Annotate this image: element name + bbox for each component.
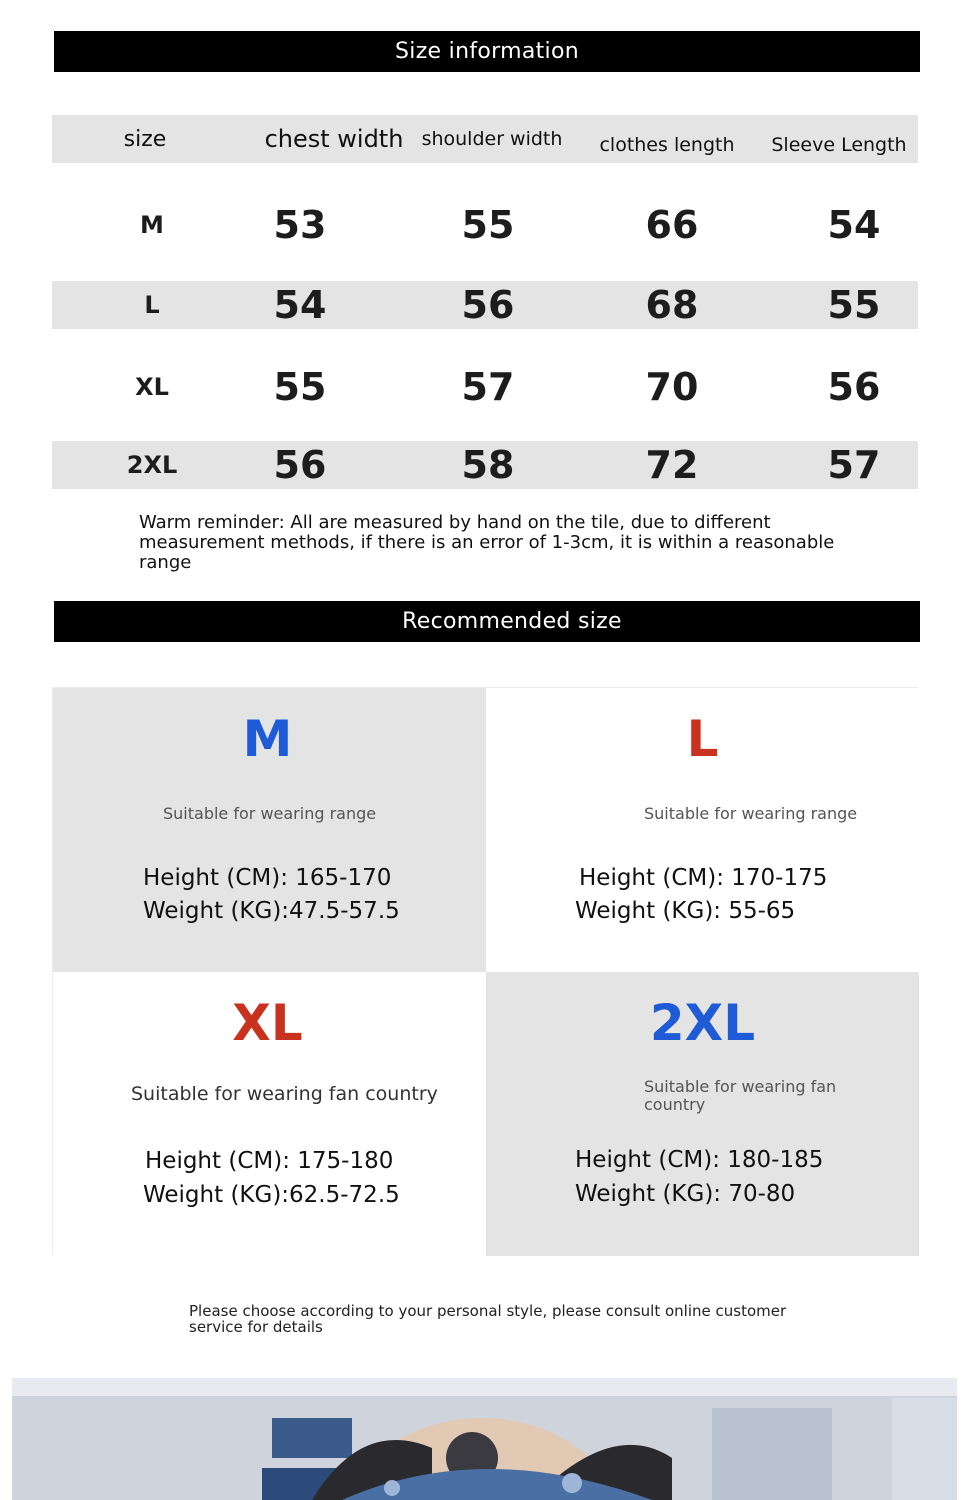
recommend-weight: Weight (KG): 55-65 — [575, 898, 796, 924]
recommend-card-l — [486, 688, 919, 972]
table-row — [52, 441, 918, 489]
footer-note: Please choose according to your personal style, please consult online customer service for details — [189, 1302, 787, 1336]
size-label: 2XL — [126, 451, 178, 479]
shoulder-value: 56 — [461, 283, 515, 327]
recommend-subtitle: Suitable for wearing range — [644, 804, 858, 823]
size-label: L — [144, 291, 160, 319]
sleeve-value: 55 — [827, 283, 881, 327]
header-chest-width: chest width — [264, 125, 404, 153]
recommended-size-title: Recommended size — [402, 609, 622, 634]
size-label: XL — [135, 373, 169, 401]
recommend-weight: Weight (KG): 70-80 — [575, 1181, 796, 1207]
recommend-weight: Weight (KG):62.5-72.5 — [143, 1182, 400, 1208]
chest-value: 54 — [273, 283, 327, 327]
header-shoulder-width: shoulder width — [421, 128, 563, 150]
length-value: 70 — [645, 365, 699, 409]
length-value: 66 — [645, 203, 699, 247]
size-table — [52, 115, 918, 489]
recommend-card-m — [53, 688, 486, 972]
recommended-size-banner — [54, 601, 920, 642]
recommend-height: Height (CM): 165-170 — [143, 865, 392, 891]
recommend-size-label: 2XL — [649, 994, 756, 1052]
recommend-subtitle: Suitable for wearing fan country — [131, 1083, 438, 1105]
recommend-height: Height (CM): 175-180 — [145, 1148, 394, 1174]
size-label: M — [140, 211, 164, 239]
recommend-card-xl — [53, 972, 486, 1256]
shoulder-value: 58 — [461, 443, 515, 487]
size-information-banner — [54, 31, 920, 72]
table-row — [52, 363, 918, 411]
size-information-title: Size information — [395, 39, 579, 64]
chest-value: 53 — [273, 203, 327, 247]
header-sleeve-length: Sleeve Length — [771, 134, 907, 156]
header-size: size — [123, 126, 167, 152]
table-row — [52, 281, 918, 329]
recommend-size-label: M — [242, 710, 293, 768]
recommend-subtitle: Suitable for wearing range — [163, 804, 377, 823]
recommend-subtitle: Suitable for wearing fan country — [644, 1077, 837, 1114]
recommend-weight: Weight (KG):47.5-57.5 — [143, 898, 400, 924]
length-value: 68 — [645, 283, 699, 327]
header-clothes-length: clothes length — [599, 134, 735, 156]
recommend-card-2xl — [486, 972, 919, 1256]
sleeve-value: 56 — [827, 365, 881, 409]
product-photo-image — [12, 1378, 957, 1500]
chest-value: 56 — [273, 443, 327, 487]
table-header-row — [52, 115, 918, 163]
recommendation-grid — [52, 687, 918, 1255]
recommend-size-label: L — [686, 710, 719, 768]
sleeve-value: 57 — [827, 443, 881, 487]
recommend-height: Height (CM): 180-185 — [575, 1147, 824, 1173]
product-photo — [12, 1378, 957, 1500]
sleeve-value: 54 — [827, 203, 881, 247]
shoulder-value: 55 — [461, 203, 515, 247]
recommend-height: Height (CM): 170-175 — [579, 865, 828, 891]
length-value: 72 — [645, 443, 699, 487]
warm-reminder: Warm reminder: All are measured by hand on the tile, due to different measurement methods, if there is an error of 1-3cm, it is within a reasonable range — [139, 512, 835, 573]
shoulder-value: 57 — [461, 365, 515, 409]
chest-value: 55 — [273, 365, 327, 409]
recommend-size-label: XL — [232, 994, 303, 1052]
table-row — [52, 201, 918, 249]
